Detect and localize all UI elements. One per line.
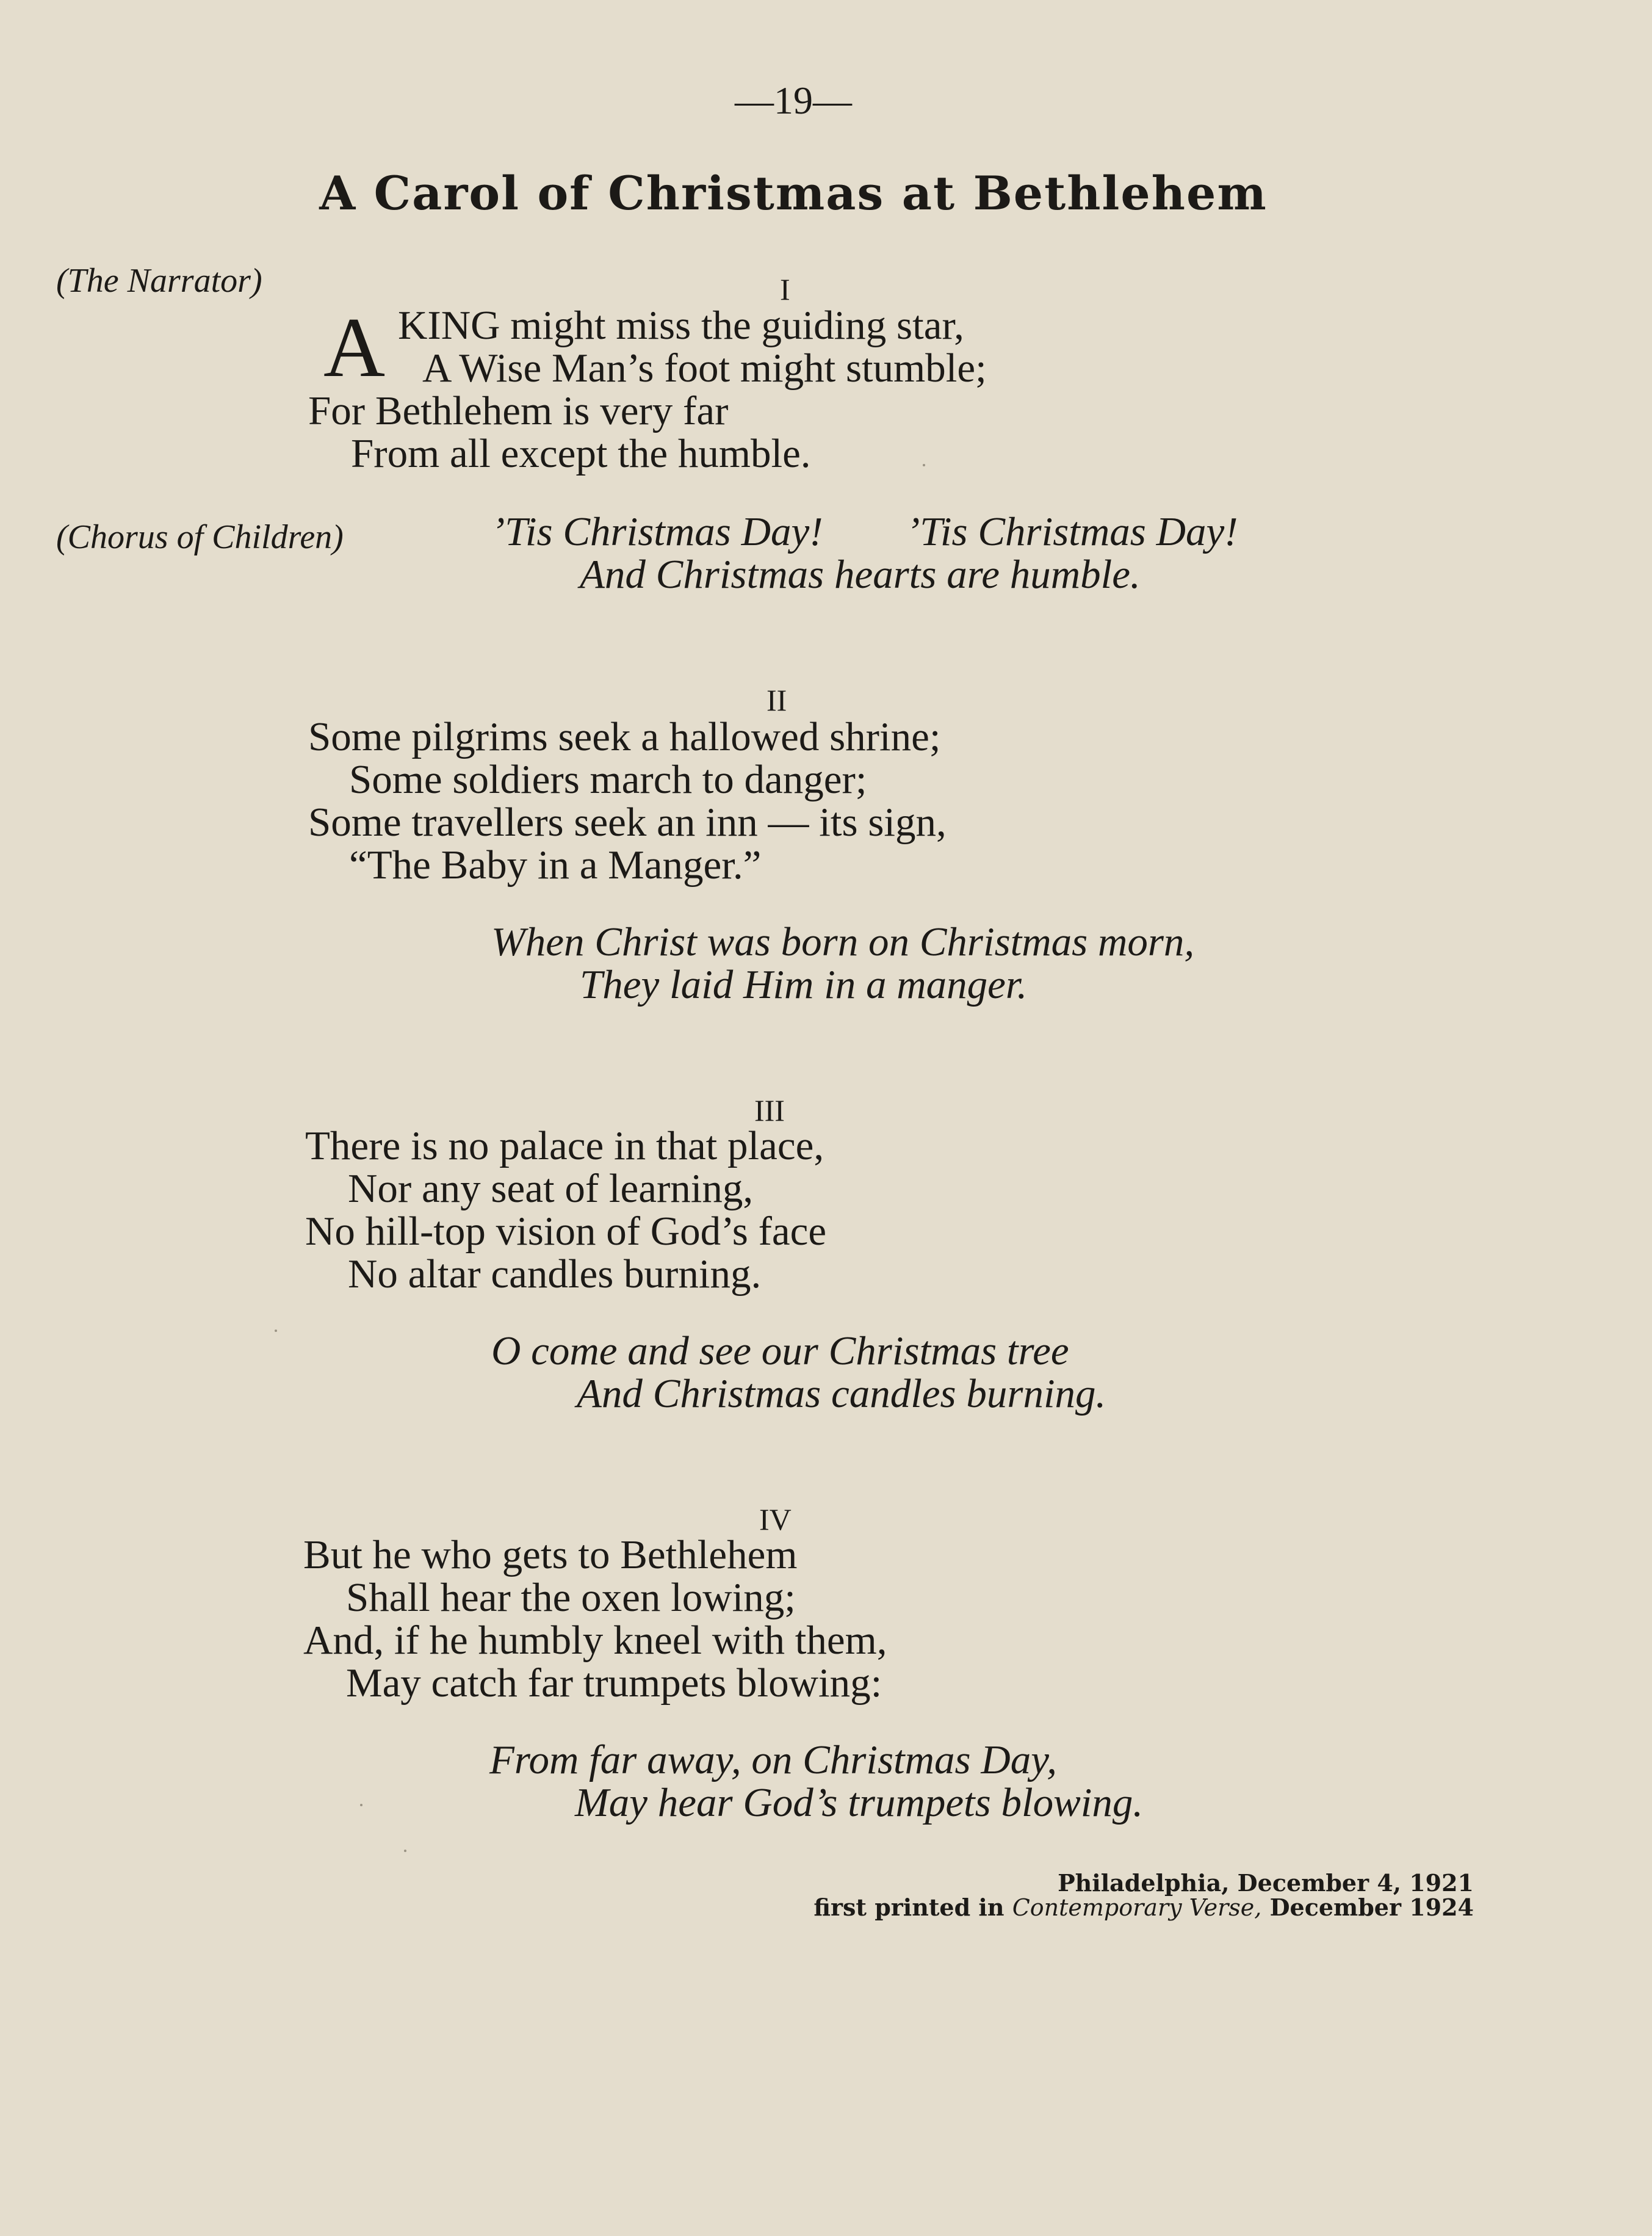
stanza-4-chorus-2: May hear God’s trumpets blowing. bbox=[575, 1780, 1144, 1825]
speaker-narrator: (The Narrator) bbox=[56, 262, 262, 300]
stanza-1-chorus-1a: ’Tis Christmas Day! bbox=[491, 509, 823, 554]
stanza-3-numeral: III bbox=[754, 1093, 785, 1127]
stanza-2-line-4: “The Baby in a Manger.” bbox=[349, 842, 762, 888]
footer-publication-note bbox=[813, 1894, 1474, 1921]
paper-speck bbox=[404, 1850, 406, 1852]
drop-cap: A bbox=[323, 300, 386, 395]
stanza-1-line-3: For Bethlehem is very far bbox=[308, 388, 729, 433]
stanza-4-numeral: IV bbox=[759, 1502, 792, 1536]
stanza-4-line-4: May catch far trumpets blowing: bbox=[346, 1660, 882, 1706]
stanza-1-chorus-1b: ’Tis Christmas Day! bbox=[906, 509, 1238, 554]
stanza-1-line-4: From all except the humble. bbox=[351, 431, 811, 476]
stanza-3-line-3: No hill-top vision of God’s face bbox=[305, 1209, 827, 1254]
stanza-2-line-3: Some travellers seek an inn — its sign, bbox=[308, 800, 947, 845]
stanza-2-chorus-1: When Christ was born on Christmas morn, bbox=[491, 919, 1195, 964]
stanza-3-chorus-2: And Christmas candles burning. bbox=[577, 1371, 1106, 1416]
publication-name: Contemporary Verse, bbox=[1012, 1894, 1262, 1921]
stanza-2-numeral: II bbox=[766, 683, 787, 717]
speaker-chorus: (Chorus of Children) bbox=[56, 518, 344, 556]
footer-prefix: first printed in bbox=[813, 1894, 1005, 1921]
stanza-4-line-1: But he who gets to Bethlehem bbox=[303, 1532, 798, 1577]
footer-place-date: Philadelphia, December 4, 1921 bbox=[1058, 1869, 1474, 1897]
page-title: A Carol of Christmas at Bethlehem bbox=[319, 166, 1268, 220]
paper-speck bbox=[275, 1330, 277, 1332]
stanza-1-line-2: A Wise Man’s foot might stumble; bbox=[422, 346, 987, 391]
stanza-1-chorus-2: And Christmas hearts are humble. bbox=[580, 552, 1141, 597]
stanza-3-chorus-1: O come and see our Christmas tree bbox=[491, 1328, 1069, 1373]
stanza-3-line-2: Nor any seat of learning, bbox=[348, 1166, 754, 1211]
stanza-4-chorus-1: From far away, on Christmas Day, bbox=[489, 1737, 1058, 1782]
footer-suffix: December 1924 bbox=[1269, 1894, 1474, 1921]
stanza-1-line-1: KING might miss the guiding star, bbox=[398, 303, 964, 348]
page-number: —19— bbox=[735, 79, 852, 122]
paper-speck bbox=[923, 464, 925, 466]
stanza-2-chorus-2: They laid Him in a manger. bbox=[580, 962, 1028, 1007]
stanza-4-line-2: Shall hear the oxen lowing; bbox=[346, 1575, 796, 1620]
stanza-3-line-1: There is no palace in that place, bbox=[305, 1123, 824, 1168]
stanza-1-numeral: I bbox=[780, 272, 790, 306]
stanza-2-line-1: Some pilgrims seek a hallowed shrine; bbox=[308, 714, 941, 759]
stanza-4-line-3: And, if he humbly kneel with them, bbox=[303, 1618, 887, 1663]
paper-speck bbox=[360, 1804, 363, 1806]
stanza-2-line-2: Some soldiers march to danger; bbox=[349, 757, 867, 802]
stanza-3-line-4: No altar candles burning. bbox=[348, 1251, 762, 1297]
